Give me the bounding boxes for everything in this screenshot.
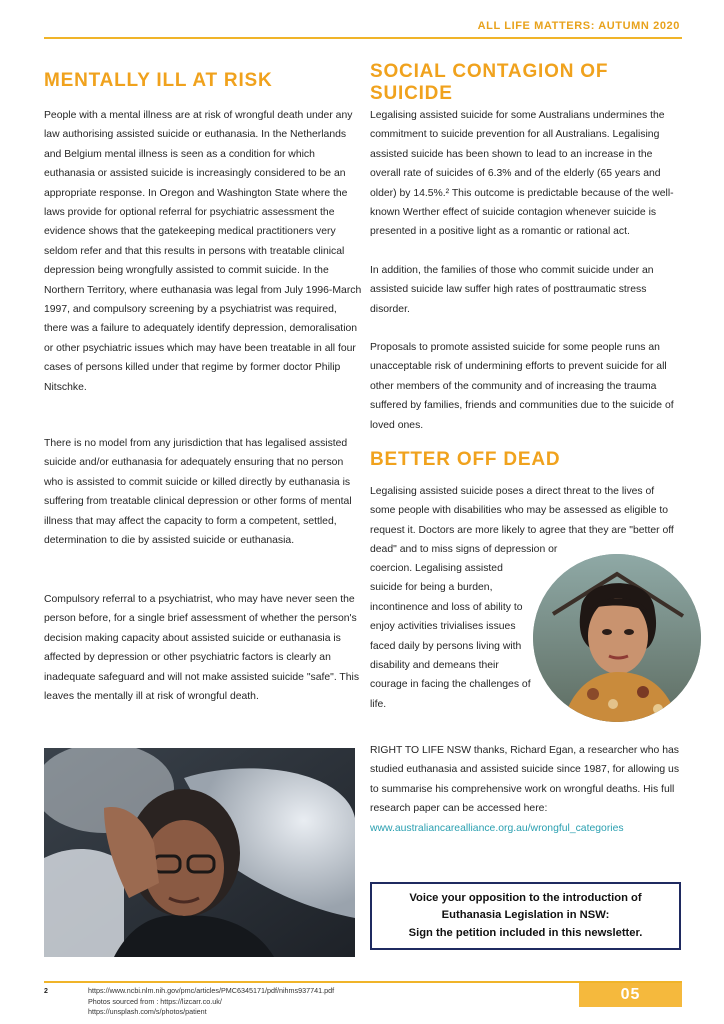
acknowledgement-text: RIGHT TO LIFE NSW thanks, Richard Egan, a researcher who has studied euthanasia and assisted suicide since 1987, for allowing us to summarise his comprehensive work on wrongful deaths. His full research paper can be accessed here: [370, 745, 680, 815]
page-number: 05 [579, 983, 682, 1007]
petition-callout [370, 882, 681, 950]
paragraph-acknowledgement [370, 741, 682, 838]
heading-mentally-ill: MENTALLY ILL AT RISK [44, 70, 273, 91]
footnotes [88, 986, 334, 1018]
research-paper-link[interactable]: www.australiancarealliance.org.au/wrongful_categories [370, 822, 624, 834]
photo-crying-woman [44, 748, 355, 957]
photo-portrait-woman [533, 554, 701, 722]
paragraph-better-off-dead-2: coercion. Legalising assisted suicide for being a burden, incontinence and loss of ability to enjoy activities trivialises issues faced daily by persons living with disability and demeans their courage in facing the challenges of life. [370, 563, 531, 710]
paragraph-contagion-3: Proposals to promote assisted suicide for some people runs an unacceptable risk of undermining efforts to prevent suicide for all other members of the community and of increasing the trauma suffered by families, friends and communities due to the suicide of loved ones. [370, 342, 674, 431]
paragraph-mentally-ill-2: There is no model from any jurisdiction that has legalised assisted suicide and/or euthanasia for adequately ensuring that no person who is assisted to commit suicide or killed directly by euthanasia is suffering from treatable clinical depression or other forms of mental illness that may affect the capacity to form a competent, settled, determination to die by assisted suicide or euthanasia. [44, 438, 352, 547]
heading-better-off-dead: BETTER OFF DEAD [370, 449, 561, 470]
footnote-2: Photos sourced from : https://lizcarr.co.uk/ [88, 996, 222, 1006]
paragraph-mentally-ill-3: Compulsory referral to a psychiatrist, who may have never seen the person before, for a single brief assessment of whether the person's decision making capacity about assisted suicide or euthanasia is affected by depression or other psychiatric factors is clearly an inadequate safeguard and will not make assisted suicide "safe". This leaves the mentally ill at risk of wrongful death. [44, 594, 360, 703]
paragraph-contagion-2: In addition, the families of those who commit suicide under an assisted suicide law suffer high rates of posttraumatic stress disorder. [370, 265, 654, 315]
callout-line-3: Sign the petition included in this newsletter. [408, 926, 643, 939]
callout-line-1: Voice your opposition to the introduction of [409, 891, 642, 904]
header-rule [44, 37, 682, 39]
footnote-marker: 2 [44, 988, 48, 995]
issue-header: ALL LIFE MATTERS: AUTUMN 2020 [477, 20, 680, 32]
footnote-3: https://unsplash.com/s/photos/patient [88, 1007, 207, 1016]
callout-line-2: Euthanasia Legislation in NSW: [441, 909, 610, 922]
paragraph-mentally-ill-1: People with a mental illness are at risk of wrongful death under any law authorising assisted suicide or euthanasia. In the Netherlands and Belgium mental illness is seen as a condition for which euthanasia or assisted suicide is increasingly considered to be an appropriate response. In Oregon and Washington State where the laws provide for optional referral for psychiatric assessment the evidence shows that the gatekeeping medical practitioners very seldom refer and that this results in persons with treatable clinical depression being wrongfully assisted to commit suicide. In the Northern Territory, where euthanasia was legal from July 1996-March 1997, and compulsory screening by a psychiatrist was required, there was a failure to adequately identify depression, demoralisation or other psychiatric issues which may have been treatable in all four cases of persons killed under that regime by former doctor Philip Nitschke. [44, 110, 362, 393]
footnote-1: https://www.ncbi.nlm.nih.gov/pmc/articles/PMC6345171/pdf/nihms937741.pdf [88, 986, 335, 995]
paragraph-better-off-dead-1: Legalising assisted suicide poses a direct threat to the lives of some people with disabilities who may be assessed as eligible to request it. Doctors are more likely to agree that they are "better off dead" and to miss signs of depression or [370, 486, 674, 556]
heading-social-contagion: SOCIAL CONTAGION OF SUICIDE [370, 61, 609, 104]
paragraph-contagion-1: Legalising assisted suicide for some Australians undermines the commitment to suicide prevention for all Australians. Legalising assisted suicide has been shown to lead to an increase in the overall rate of suicides of 6.3% and of the elderly (65 years and older) by 14.5%.² This outcome is predictable because of the well-known Werther effect of suicide contagion whenever suicide is presented in a positive light as a romantic or rational act. [370, 110, 674, 238]
